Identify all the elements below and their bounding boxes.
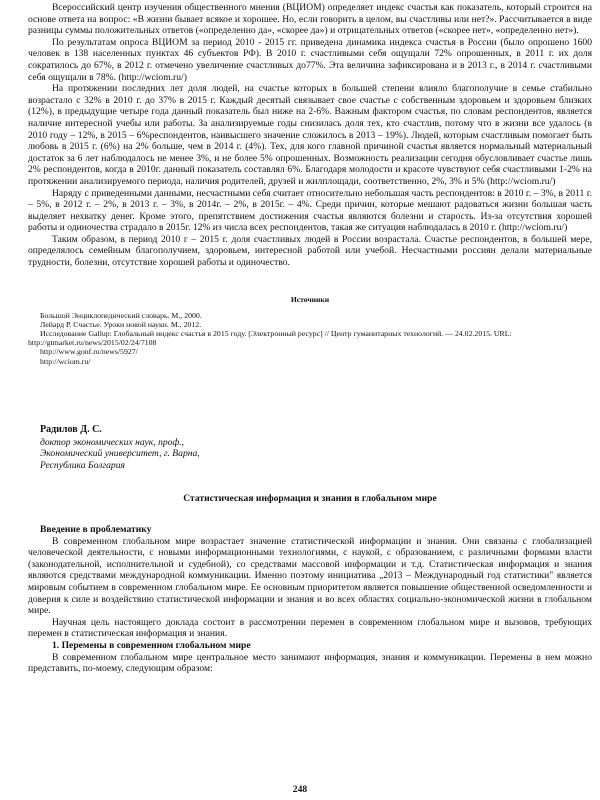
- sources-list: [28, 295, 592, 366]
- article-title: Статистическая информация и знания в глобальном мире: [183, 492, 437, 504]
- happiness-section: [28, 2, 592, 269]
- body-paragraph: Научная цель настоящего доклада состоит в рассмотрении перемен в современном глобальном мире и вызовов, требующих перемен в статистическая информация и знания.: [28, 616, 592, 640]
- author-name: Радилов Д. С.: [40, 423, 102, 435]
- body-paragraph: В современном глобальном мире центральное место занимают информация, знания и коммуникации. Перемены в нем можно представить, по-моему, следующим образом:: [28, 651, 592, 675]
- body-paragraph: Всероссийский центр изучения общественного мнения (ВЦИОМ) определяет индекс счастья как показатель, который строится на основе ответа на вопрос: «В жизни бывает всякое и хорошее. Но, если говорить в целом, вы счастливы или нет?». Рассчитывается в виде разницы суммы положительных ответов («определенно да», «скорее да») и отрицательных ответов («скорее нет», «определенно нет»).: [28, 2, 592, 37]
- author-affiliation: доктор экономических наук, проф.,: [40, 436, 185, 448]
- intro-heading: Введение в проблематику: [40, 523, 152, 535]
- author-affiliation: Экономический университет, г. Варна,: [40, 448, 200, 460]
- body-paragraph: На протяжении последних лет доля людей, на счастье которых в большей степени влияло благополучие в семье стабильно возрастало с 32% в 2010 г. до 37% в 2015 г. Каждый десятый связывает свое счастье с собственным здоровьем и здоровьем близких (12%), в предыдущие четыре года данный показатель был ниже на 2-6%. Важным фактором счастья, по словам респондентов, является наличие интересной учебы или работы. За анализируемые годы снизилась доля тех, кто счастлив, потому что в жизни все удалось (в 2010 году – 12%, в 2015 – 6%респондентов, наивысшего значение сложилось в 2013 – 19%). Людей, которым счастливым помогает быть любовь в 2015 г. (6%) на 2% больше, чем в 2014 г. (4%). Тех, для кого главной причиной счастья является нормальный материальный достаток за 6 лет наблюдалось не менее 3%, и не более 5% опрошенных. Возможность реализации сегодня обусловливает счастье лишь 2% респондентов, когда в 2010г. данный показатель составлял 6%. Благодаря молодости и красоте чувствуют себя счастливыми 1-2% на протяжении анализируемого периода, наличия родителей, друзей и жилплощади, соответственно, 2%, 3% и 5% (http://wciom.ru/): [28, 83, 592, 187]
- page-number: 248: [292, 784, 308, 795]
- sources-heading: Источники: [290, 294, 330, 304]
- source-item: http://wciom.ru/: [40, 356, 91, 366]
- section-heading: 1. Перемены в современном глобальном мире: [52, 640, 251, 651]
- body-paragraph: Наряду с приведенными данными, несчастными себя считает относительно небольшая часть респондентов: в 2010 г. – 3%, в 2011 г. – 5%, в 2012 г. – 2%, в 2013 г. – 3%, в 2014г. – 2%, в 2015г. – 4%. Среди причин, которые мешают радоваться жизни большая часть выделяет нехватку денег. Кроме этого, препятствием достижения счастья являются болезни и старость. Из-за отсутствия хорошей работы и одиночества страдало в 2015г. 12% из числа всех респондентов, такая же ситуация наблюдалась в 2010 г. (http://wciom.ru/): [28, 187, 592, 234]
- body-paragraph: Таким образом, в период 2010 г – 2015 г. доля счастливых людей в России возрастала. Счастье респондентов, в большей мере, определялось семейным благополучием, здоровьем, интересной работой или учебой. Несчастными россиян делали материальные трудности, болезни, отсутствие хорошей работы и одиночество.: [28, 233, 592, 269]
- source-item: Большой Энциклопедический словарь. М., 2000.: [40, 310, 202, 320]
- body-paragraph: В современном глобальном мире возрастает значение статистической информации и знания. Они связаны с глобализацией человеческой деятельности, с новыми информационными технологиями, с наукой, с образованием, с различными формами власти (законодательной, исполнительной и судебной), со средствами массовой информации и т.д. Статистическая информация и знания являются средствами международной коммуникации. Именно поэтому инициатива „2013 – Международный год статистики" является мировым событием в современном глобальном мире. Ее основным приоритетом является повышение общественной осведомленности и доверия к силе и воздействию статистической информации и знания и во всех областях социально-экономической жизни в глобальном мире.: [28, 535, 592, 617]
- source-item: http://www.gonf.ru/news/5927/: [40, 347, 138, 357]
- author-affiliation: Республика Болгария: [40, 460, 125, 472]
- body-paragraph: По результатам опроса ВЦИОМ за период 2010 - 2015 гг. приведена динамика индекса счастья в России (было опрошено 1600 человек в 138 населенных пунктах 46 субъектов РФ). В 2010 г. счастливыми себя ощущали 72% опрошенных, в 2011 г. их доля сократилось до 67%, в 2012 г. отмечено увеличение счастливых до77%. Эта величина зафиксирована и в 2013 г., в 2014 г. счастливыми себя ощущали в 78%. (http://wciom.ru/): [28, 36, 592, 83]
- source-item: Лейард Р. Счастье. Уроки новой науки. М., 2012.: [40, 319, 202, 329]
- author-block: [28, 424, 592, 472]
- source-item: Исследование Gallup: Глобальный индекс счастья в 2015 году. [Электронный ресурс] // Центр гуманитарных технологий. — 24.02.2015. URL: http://gtmarket.ru/news/2015/02/24/7108: [28, 329, 512, 348]
